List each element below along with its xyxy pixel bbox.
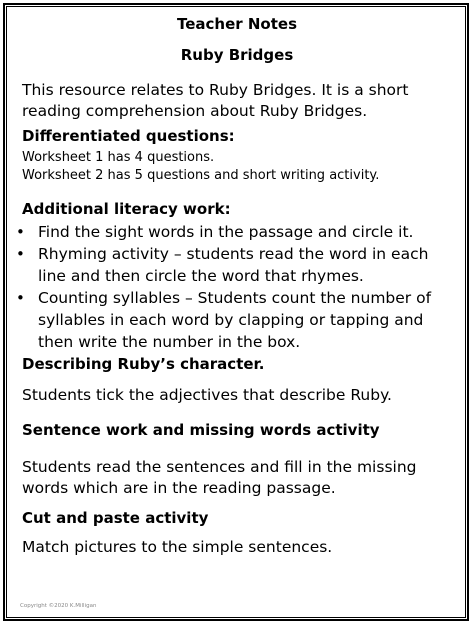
bullet-line: Find the sight words in the passage and circle it. [38,223,414,241]
list-item [14,287,460,353]
differentiated-heading: Differentiated questions: [22,127,235,145]
differentiated-line-2: Worksheet 2 has 5 questions and short writing activity. [22,168,380,183]
sentence-heading: Sentence work and missing words activity [22,421,380,439]
page-title: Teacher Notes [176,15,298,33]
list-item [14,243,460,287]
bullet-line: then write the number in the box. [38,333,301,351]
intro-line-1: This resource relates to Ruby Bridges. It is a short [22,81,409,99]
character-heading: Describing Ruby’s character. [22,355,265,373]
differentiated-line-1: Worksheet 1 has 4 questions. [22,150,215,165]
cutpaste-heading: Cut and paste activity [22,509,209,527]
bullet-line: syllables in each word by clapping or tapping and [38,311,424,329]
bullet-icon: • [16,289,25,307]
bullet-icon: • [16,245,25,263]
sentence-line-1: Students read the sentences and fill in the missing [22,458,417,476]
literacy-bullet-list [14,221,460,353]
intro-line-2: reading comprehension about Ruby Bridges. [22,102,368,120]
list-item [14,221,460,243]
bullet-line: Counting syllables – Students count the number of [38,289,432,307]
character-line-1: Students tick the adjectives that describe Ruby. [22,386,392,404]
bullet-line: Rhyming activity – students read the word in each [38,245,429,263]
literacy-heading: Additional literacy work: [22,200,231,218]
sentence-line-2: words which are in the reading passage. [22,479,336,497]
copyright-text: Copyright ©2020 K.Milligan [20,603,97,609]
bullet-line: line and then circle the word that rhymes. [38,267,364,285]
page-subtitle: Ruby Bridges [180,46,294,64]
bullet-icon: • [16,223,25,241]
cutpaste-line-1: Match pictures to the simple sentences. [22,538,333,556]
